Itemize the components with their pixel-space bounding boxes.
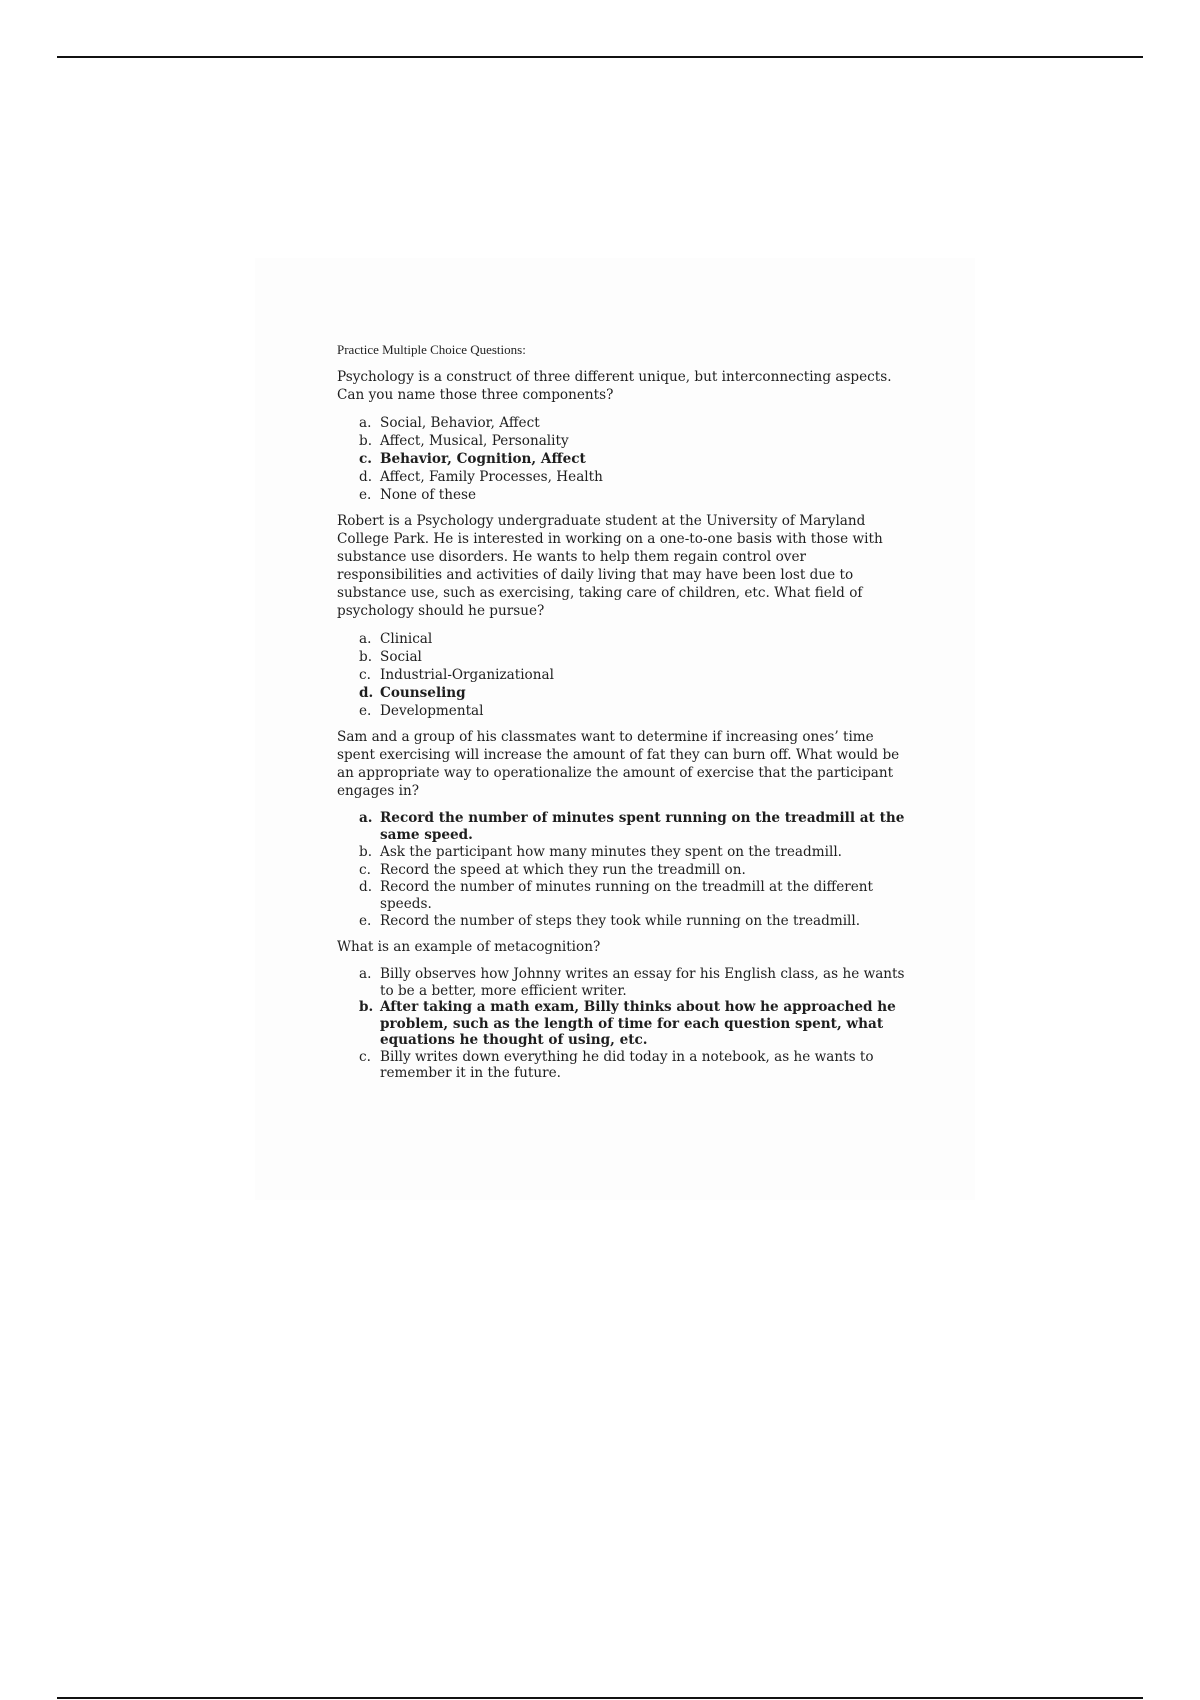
bottom-rule <box>57 1697 1143 1699</box>
document-title: Practice Multiple Choice Questions: <box>337 342 526 357</box>
answer-options <box>337 966 907 1082</box>
question-text: Psychology is a construct of three different unique, but interconnecting aspects. Can you name those three components? <box>337 369 892 403</box>
answer-option: c. Record the speed at which they run the treadmill on. <box>359 862 746 878</box>
answer-options <box>337 414 907 504</box>
question-text: Sam and a group of his classmates want to determine if increasing ones’ time spent exercising will increase the amount of fat they can burn off. What would be an appropriate way to operationalize the amount of exercise that the participant engages in? <box>337 729 900 799</box>
answer-option: a. Billy observes how Johnny writes an essay for his English class, as he wants to be a better, more efficient writer. <box>359 966 905 999</box>
answer-option-correct: a. Record the number of minutes spent running on the treadmill at the same speed. <box>359 810 905 843</box>
question-text: What is an example of metacognition? <box>337 939 601 955</box>
top-rule <box>57 56 1143 58</box>
answer-option: c. Billy writes down everything he did today in a notebook, as he wants to remember it in the future. <box>359 1048 874 1081</box>
answer-option: a. Social, Behavior, Affect <box>359 415 540 431</box>
document-content <box>337 342 907 1090</box>
answer-option-correct: d. Counseling <box>359 685 466 701</box>
answer-option: e. Record the number of steps they took while running on the treadmill. <box>359 913 861 929</box>
answer-option: c. Industrial-Organizational <box>359 667 554 683</box>
answer-option: b. Affect, Musical, Personality <box>359 433 569 449</box>
answer-option: e. None of these <box>359 487 477 503</box>
question-block <box>337 728 907 930</box>
question-block <box>337 512 907 720</box>
question-block <box>337 938 907 1082</box>
answer-option: b. Social <box>359 649 422 665</box>
answer-options <box>337 630 907 720</box>
answer-option: e. Developmental <box>359 703 484 719</box>
answer-option: d. Record the number of minutes running on the treadmill at the different speeds. <box>359 879 874 912</box>
answer-option-correct: c. Behavior, Cognition, Affect <box>359 451 586 467</box>
answer-option: b. Ask the participant how many minutes they spent on the treadmill. <box>359 844 842 860</box>
answer-option-correct: b. After taking a math exam, Billy thinks about how he approached he problem, such as the length of time for each question spent, what equations he thought of using, etc. <box>359 999 896 1048</box>
answer-options <box>337 810 907 930</box>
answer-option: a. Clinical <box>359 631 433 647</box>
question-text: Robert is a Psychology undergraduate student at the University of Maryland College Park. He is interested in working on a one-to-one basis with those with substance use disorders. He wants to help them regain control over responsibilities and activities of daily living that may have been lost due to substance use, such as exercising, taking care of children, etc. What field of psychology should he pursue? <box>337 513 883 619</box>
answer-option: d. Affect, Family Processes, Health <box>359 469 603 485</box>
question-block <box>337 368 907 504</box>
